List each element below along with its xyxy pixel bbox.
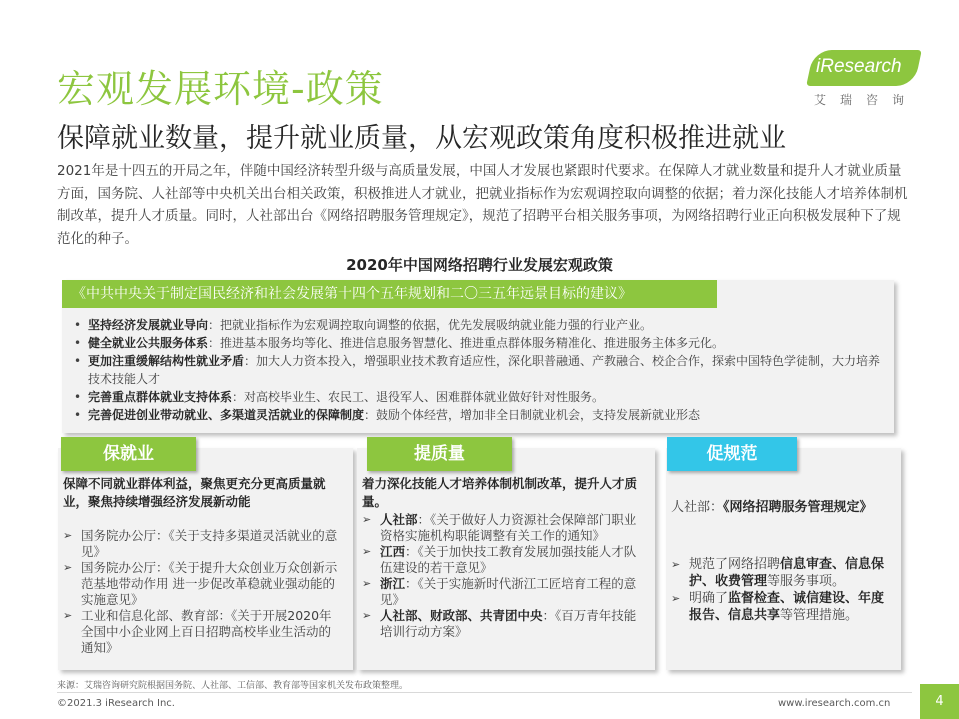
website-url: www.iresearch.com.cn xyxy=(778,698,891,709)
tag-improve-quality: 提质量 xyxy=(367,437,512,471)
list-item: ➢ 明确了监督检查、诚信建设、年度报告、信息共享等管理措施。 xyxy=(671,590,896,624)
policy-list xyxy=(72,316,887,424)
copyright: ©2021.3 iResearch Inc. xyxy=(57,698,175,709)
list-item: ➢ 浙江：《关于实施新时代浙江工匠培育工程的意见》 xyxy=(362,576,647,608)
policy-item: • 坚持经济发展就业导向：把就业指标作为宏观调控取向调整的依据，优先发展吸纳就业能力强的行业产业。 xyxy=(72,316,887,334)
list-item: ➢ 国务院办公厅：《关于提升大众创业万众创新示范基地带动作用 进一步促改革稳就业强动能的实施意见》 xyxy=(63,560,343,608)
column-list xyxy=(362,512,647,640)
list-item: ➢ 人社部：《关于做好人力资源社会保障部门职业资格实施机构职能调整有关工作的通知》 xyxy=(362,512,647,544)
tag-promote-regulation: 促规范 xyxy=(667,437,797,471)
page-number: 4 xyxy=(920,684,959,719)
column-quality xyxy=(357,444,655,670)
logo-wordmark: iResearch xyxy=(816,56,902,77)
column-regulation xyxy=(666,444,901,670)
list-item: ➢ 规范了网络招聘信息审查、信息保护、收费管理等服务事项。 xyxy=(671,556,896,590)
logo-chinese-name: 艾瑞咨询 xyxy=(814,93,919,107)
column-lead: 着力深化技能人才培养体制机制改革，提升人才质量。 xyxy=(362,476,638,509)
column-employment xyxy=(58,444,353,670)
policy-heading: 《中共中央关于制定国民经济和社会发展第十四个五年规划和二〇三五年远景目标的建议》 xyxy=(62,280,717,308)
page-subtitle: 保障就业数量，提升就业质量，从宏观政策角度积极推进就业 xyxy=(57,123,786,154)
page-title: 宏观发展环境-政策 xyxy=(57,67,384,111)
source-note: 来源：艾瑞咨询研究院根据国务院、人社部、工信部、教育部等国家机关发布政策整理。 xyxy=(57,681,409,691)
column-list xyxy=(671,556,896,624)
policy-box xyxy=(62,280,894,433)
iresearch-logo xyxy=(808,50,918,110)
tag-protect-employment: 保就业 xyxy=(61,437,196,471)
intro-paragraph: 2021年是十四五的开局之年，伴随中国经济转型升级与高质量发展，中国人才发展也紧跟时代要求。在保障人才就业数量和提升人才就业质量方面，国务院、人社部等中央机关出台相关政策，积极推进人才就业，把就业指标作为宏观调控取向调整的依据；着力深化技能人才培养体制机制改革，提升人才质量。同时，人社部出台《网络招聘服务管理规定》，规范了招聘平台相关服务事项，为网络招聘行业正向积极发展种下了规范化的种子。 xyxy=(57,163,908,247)
footer-divider xyxy=(57,692,912,693)
list-item: ➢ 人社部、财政部、共青团中央：《百万青年技能培训行动方案》 xyxy=(362,608,647,640)
list-item: ➢ 江西：《关于加快技工教育发展加强技能人才队伍建设的若干意见》 xyxy=(362,544,647,576)
list-item: ➢ 国务院办公厅：《关于支持多渠道灵活就业的意见》 xyxy=(63,528,343,560)
policy-item: • 完善促进创业带动就业、多渠道灵活就业的保障制度：鼓励个体经营，增加非全日制就业机会，支持发展新就业形态 xyxy=(72,406,887,424)
column-lead: 保障不同就业群体利益，聚焦更充分更高质量就业，聚焦持续增强经济发展新动能 xyxy=(63,476,326,509)
column-lead: 人社部：《网络招聘服务管理规定》 xyxy=(671,500,873,515)
policy-item: • 更加注重缓解结构性就业矛盾：加大人力资本投入，增强职业技术教育适应性，深化职普融通、产教融合、校企合作，探索中国特色学徒制，大力培养技术技能人才 xyxy=(72,352,887,388)
column-list xyxy=(63,528,343,656)
list-item: ➢ 工业和信息化部、教育部：《关于开展2020年全国中小企业网上百日招聘高校毕业生活动的通知》 xyxy=(63,608,343,656)
policy-item: • 健全就业公共服务体系：推进基本服务均等化、推进信息服务智慧化、推进重点群体服务精准化、推进服务主体多元化。 xyxy=(72,334,887,352)
policy-item: • 完善重点群体就业支持体系：对高校毕业生、农民工、退役军人、困难群体就业做好针对性服务。 xyxy=(72,388,887,406)
section-title: 2020年中国网络招聘行业发展宏观政策 xyxy=(346,256,613,274)
